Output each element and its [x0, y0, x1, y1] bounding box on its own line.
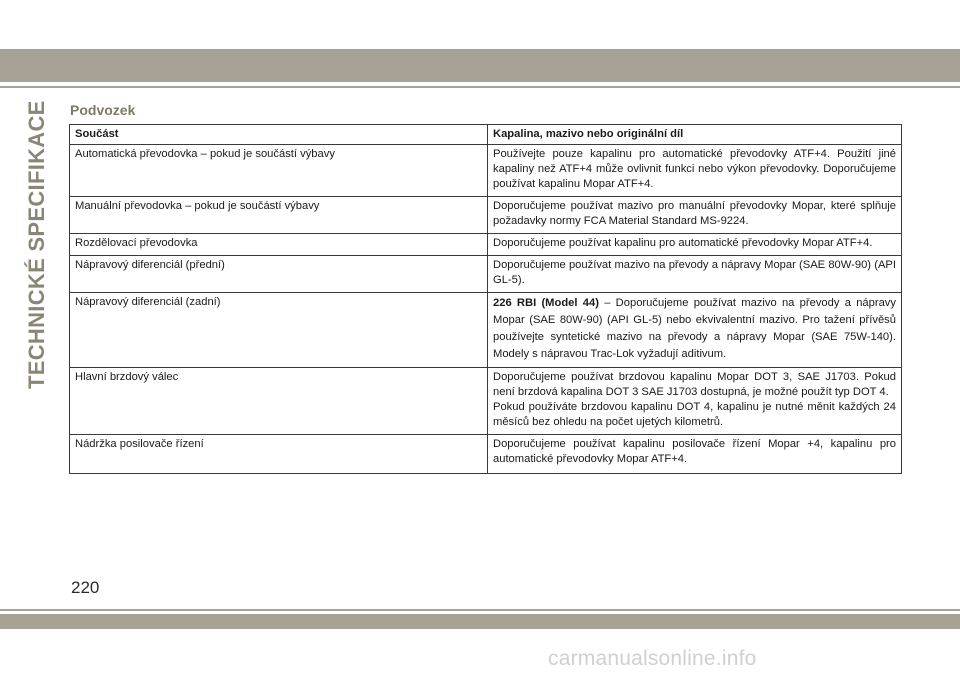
spec-paragraph: Doporučujeme používat brzdovou kapalinu Mopar DOT 3, SAE J1703. Pokud není brzdová kapalina DOT 3 SAE J1703 dostupná, je možné použít typ DOT 4.	[493, 371, 896, 398]
cell-spec	[488, 368, 902, 435]
cell-component: Nádržka posilovače řízení	[70, 435, 488, 474]
footer-rule	[0, 609, 960, 611]
table-row	[70, 435, 902, 474]
cell-component: Nápravový diferenciál (zadní)	[70, 293, 488, 368]
table-header-row	[70, 125, 902, 145]
spec-bold-prefix: 226 RBI (Model 44)	[493, 297, 599, 309]
header-component: Součást	[70, 125, 488, 145]
header-rule	[0, 86, 960, 88]
table-row	[70, 197, 902, 234]
sidebar-section-label: TECHNICKÉ SPECIFIKACE	[24, 100, 49, 389]
table-row	[70, 145, 902, 197]
table-row	[70, 368, 902, 435]
cell-component: Automatická převodovka – pokud je součástí výbavy	[70, 145, 488, 197]
cell-component: Manuální převodovka – pokud je součástí výbavy	[70, 197, 488, 234]
watermark: carmanualsonline.info	[548, 647, 757, 670]
section-title: Podvozek	[70, 102, 136, 118]
cell-spec: Doporučujeme používat mazivo pro manuální převodovky Mopar, které splňuje požadavky normy FCA Material Standard MS-9224.	[488, 197, 902, 234]
cell-spec: Doporučujeme používat kapalinu pro automatické převodovky Mopar ATF+4.	[488, 234, 902, 256]
page-number: 220	[71, 578, 100, 597]
table-row	[70, 234, 902, 256]
spec-paragraph: Pokud používáte brzdovou kapalinu DOT 4, kapalinu je nutné měnit každých 24 měsíců bez ohledu na počet ujetých kilometrů.	[493, 401, 896, 428]
spec-table	[69, 124, 902, 474]
header-spec: Kapalina, mazivo nebo originální díl	[488, 125, 902, 145]
spec-text: – Doporučujeme používat mazivo na převody a nápravy Mopar (SAE 80W-90) (API GL-5) nebo ekvivalentní mazivo. Pro tažení přívěsů používejte syntetické mazivo na převody a nápravy Mopar (SAE 75W-140). Modely s nápravou Trac-Lok vyžadují aditivum.	[493, 297, 896, 360]
cell-spec: Doporučujeme používat mazivo na převody a nápravy Mopar (SAE 80W-90) (API GL-5).	[488, 256, 902, 293]
cell-component: Hlavní brzdový válec	[70, 368, 488, 435]
cell-component: Nápravový diferenciál (přední)	[70, 256, 488, 293]
footer-band	[0, 614, 960, 629]
table-row	[70, 256, 902, 293]
header-band	[0, 49, 960, 82]
cell-spec	[488, 293, 902, 368]
table-row	[70, 293, 902, 368]
cell-component: Rozdělovací převodovka	[70, 234, 488, 256]
cell-spec: Doporučujeme používat kapalinu posilovače řízení Mopar +4, kapalinu pro automatické převodovky Mopar ATF+4.	[488, 435, 902, 474]
cell-spec: Používejte pouze kapalinu pro automatické převodovky ATF+4. Použití jiné kapaliny než ATF+4 může ovlivnit funkci nebo výkon převodovky. Doporučujeme používat kapalinu Mopar ATF+4.	[488, 145, 902, 197]
